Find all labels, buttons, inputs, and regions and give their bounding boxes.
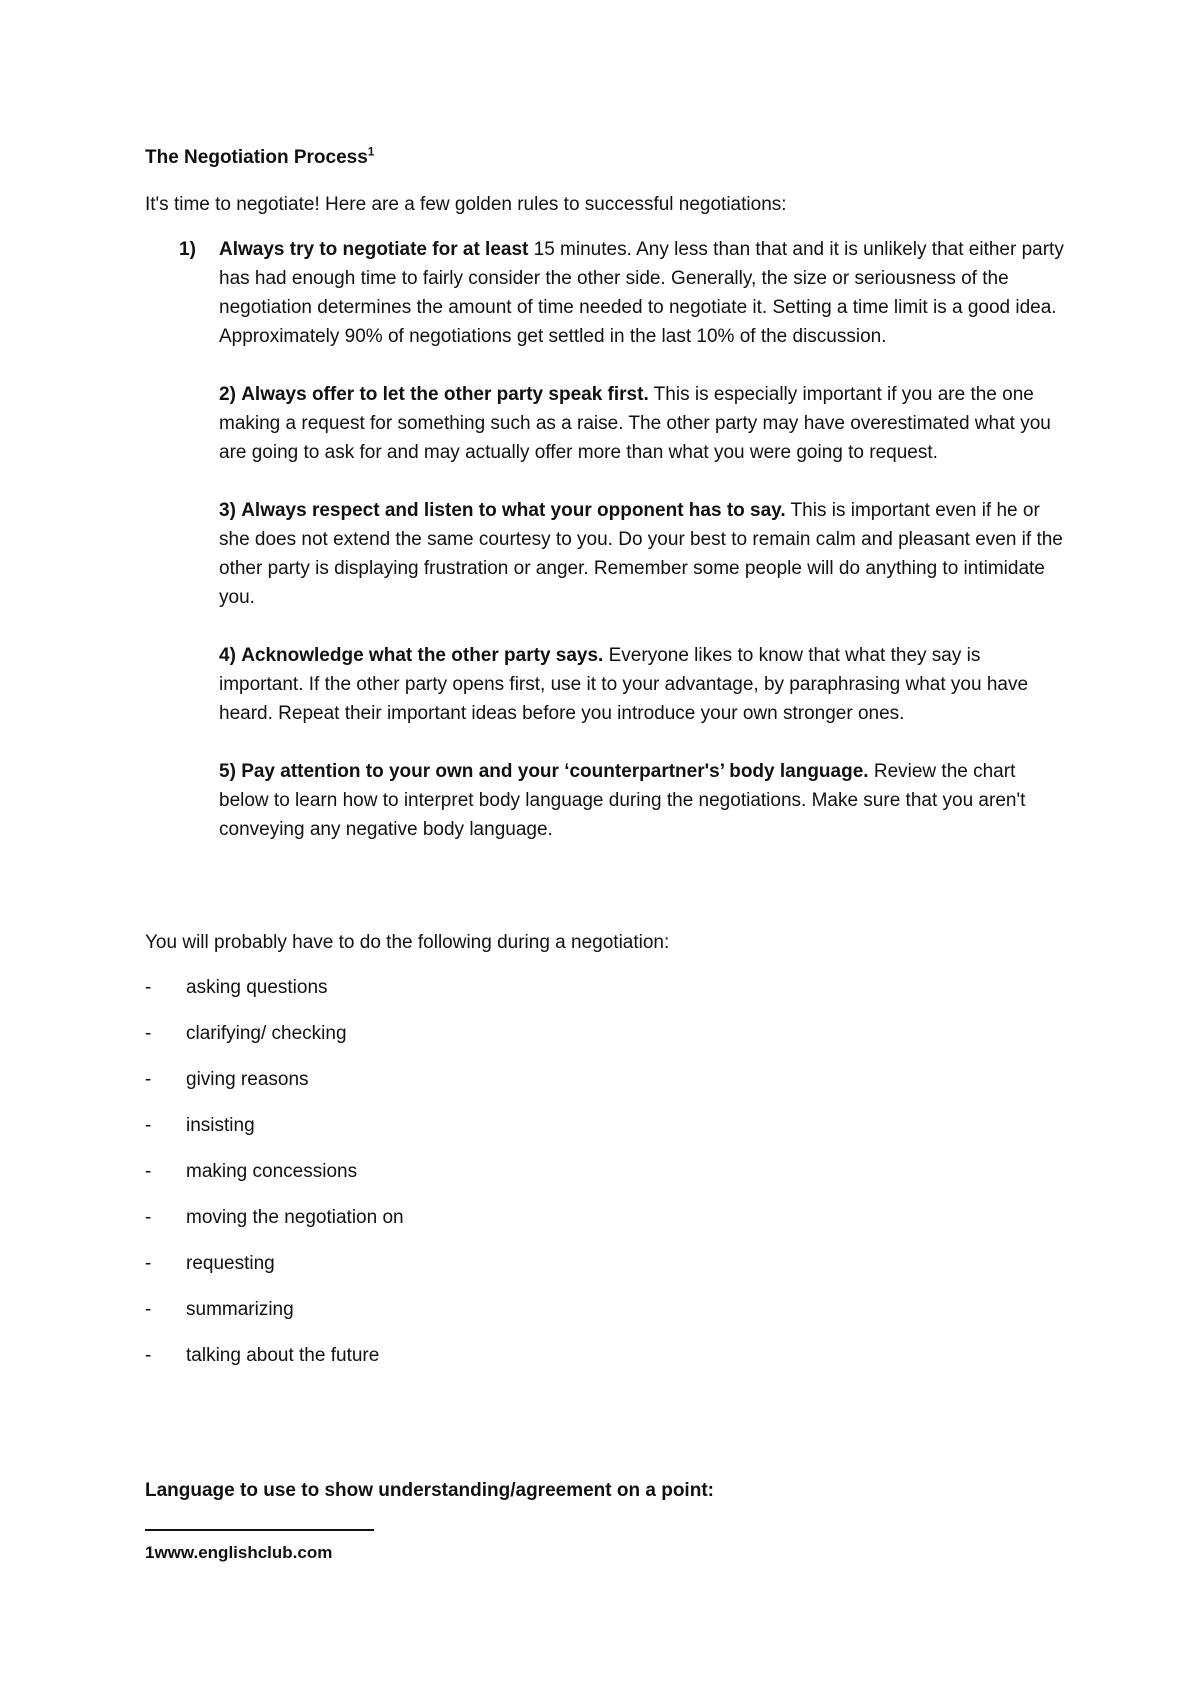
dash-bullet: - [145, 1115, 152, 1136]
list-item [145, 1203, 404, 1249]
list-item [145, 1065, 404, 1111]
rule-heading-tail: 15 minutes. [528, 239, 632, 260]
list-item [145, 973, 404, 1019]
page-title [145, 143, 374, 172]
rule-number: 3) [219, 500, 236, 521]
rule-heading: Pay attention to your own and your ‘counterpartner's’ body language. [241, 761, 869, 782]
dash-bullet: - [145, 1299, 152, 1320]
rule-body: This is especially important if you are the one making a request for something such as a raise. The other party may have overestimated what you are going to ask for and may actually offer more than what you were going to request. [219, 384, 1051, 463]
rule-item [145, 757, 1065, 844]
dash-bullet: - [145, 1207, 152, 1228]
task-text: moving the negotiation on [186, 1207, 404, 1228]
dash-bullet: - [145, 1253, 152, 1274]
footnote-divider [145, 1529, 374, 1531]
rule-number: 1) [179, 239, 196, 260]
rule-body: Everyone likes to know that what they say is important. If the other party opens first, use it to your advantage, by paraphrasing what you have heard. Repeat their important ideas before you introduce your own stronger ones. [219, 645, 1029, 724]
task-text: requesting [186, 1253, 275, 1274]
rules-list [145, 235, 1065, 873]
dash-bullet: - [145, 1345, 152, 1366]
task-text: asking questions [186, 977, 328, 998]
list-item [145, 1295, 404, 1341]
task-text: making concessions [186, 1161, 358, 1182]
dash-bullet: - [145, 1023, 152, 1044]
rule-number: 4) [219, 645, 236, 666]
list-item [145, 1249, 404, 1295]
rule-heading: Always offer to let the other party speak first. [241, 384, 649, 405]
tasks-lead: You will probably have to do the following during a negotiation: [145, 932, 670, 953]
rule-number: 5) [219, 761, 236, 782]
rule-heading: Acknowledge what the other party says. [241, 645, 604, 666]
task-text: insisting [186, 1115, 255, 1136]
list-item [145, 1019, 404, 1065]
rule-heading: Always respect and listen to what your opponent has to say. [241, 500, 786, 521]
tasks-list [145, 973, 404, 1387]
agreement-heading: Language to use to show understanding/agreement on a point: [145, 1480, 714, 1501]
footnote-mark: 1 [367, 144, 375, 159]
task-text: clarifying/ checking [186, 1023, 347, 1044]
rule-item [145, 235, 1065, 351]
task-text: giving reasons [186, 1069, 309, 1090]
rule-body: This is important even if he or she does not extend the same courtesy to you. Do your best to remain calm and pleasant even if the other party is displaying frustration or anger. Remember some people will do anything to intimidate you. [219, 500, 1063, 608]
dash-bullet: - [145, 977, 152, 998]
rule-body: Any less than that and it is unlikely that either party has had enough time to fairly consider the other side. Generally, the size or seriousness of the negotiation determines the amount of time needed to negotiate it. Setting a time limit is a good idea. Approximately 90% of negotiations get settled in the last 10% of the discussion. [219, 239, 1064, 347]
list-item [145, 1111, 404, 1157]
rule-item [145, 496, 1065, 612]
dash-bullet: - [145, 1069, 152, 1090]
rule-item [145, 380, 1065, 467]
task-text: summarizing [186, 1299, 294, 1320]
dash-bullet: - [145, 1161, 152, 1182]
title-text: The Negotiation Process [145, 147, 368, 168]
intro-paragraph: It's time to negotiate! Here are a few golden rules to successful negotiations: [145, 194, 787, 215]
rule-item [145, 641, 1065, 728]
rule-number: 2) [219, 384, 236, 405]
list-item [145, 1341, 404, 1387]
rule-heading: Always try to negotiate for at least [219, 239, 529, 260]
task-text: talking about the future [186, 1345, 380, 1366]
footnote-text: 1www.englishclub.com [145, 1543, 333, 1562]
list-item [145, 1157, 404, 1203]
rule-body: Review the chart below to learn how to interpret body language during the negotiations. Make sure that you aren't conveying any negative body language. [219, 761, 1026, 840]
